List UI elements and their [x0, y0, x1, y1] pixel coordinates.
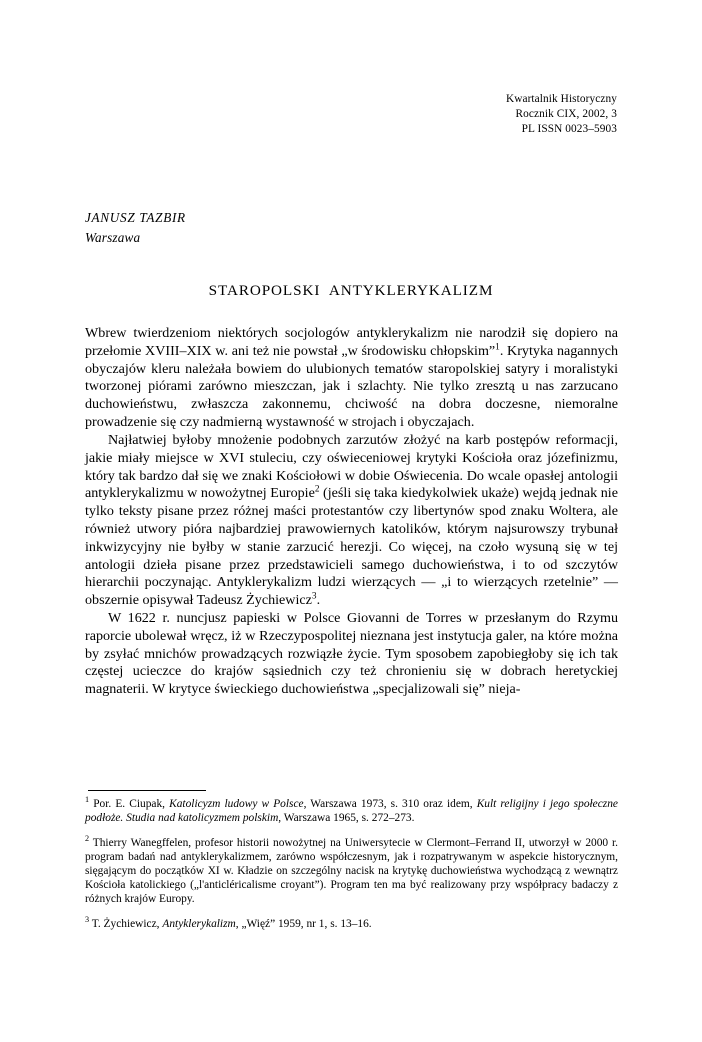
paragraph-1-text-a: Wbrew twierdzeniom niektórych socjologów antyklerykalizm nie narodził się dopiero na przełomie XVIII–XIX w. ani też nie powstał „w środowisku chłopskim”	[85, 325, 618, 359]
footnote-1	[85, 797, 618, 825]
paragraph-2-text-b: (jeśli się taka kiedykolwiek ukaże) wejdą jednak nie tylko teksty pisane przez różnej maści protestantów czy libertynów spod znaku Woltera, ale również utwory pióra najbardziej prawowiernych katolików, którym najsurowszy trybunał inkwizycyjny nie byłby w stanie zarzucić herezji. Co więcej, na czoło wysuną się w tej antologii dzieła pisane przez przedstawicieli samego duchowieństwa, i to od szczytów hierarchii poczynając. Antyklerykalizm ludzi wierzących — „i to wierzących rzetelnie” — obszernie opisywał Tadeusz Żychiewicz	[85, 485, 618, 609]
body-paragraph-3	[85, 610, 618, 699]
footnote-1-title-a: Katolicyzm ludowy w Polsce	[169, 798, 304, 810]
journal-title: Kwartalnik Historyczny	[505, 93, 617, 105]
page-title: STAROPOLSKI ANTYKLERYKALIZM	[208, 282, 494, 299]
footnote-1-text-c: , Warszawa 1965, s. 272–273.	[278, 812, 415, 824]
body-paragraph-1	[85, 325, 618, 432]
footnote-3-title: Antyklerykalizm	[162, 918, 236, 930]
journal-issn: PL ISSN 0023–5903	[521, 123, 617, 136]
author-block	[85, 208, 186, 248]
footnote-3	[85, 917, 618, 931]
journal-volume: Rocznik CIX, 2002, 3	[515, 108, 617, 121]
footnote-3-text-a: T. Żychiewicz,	[89, 918, 163, 930]
footnote-2-text: Thierry Wanegffelen, profesor historii nowożytnej na Uniwersytecie w Clermont–Ferrand II, utworzył w 2000 r. program badań nad antyklerykalizmem, zarówno współczesnym, jak i rozpatrywanym w aspekcie historycznym, sięgającym do początków XI w. Kładzie on szczególny nacisk na krytykę duchowieństwa wychodzącą z wewnątrz Kościoła katolickiego („l'anticléricalisme croyant”). Program ten ma być realizowany przy współpracy badaczy z różnych krajów Europy.	[85, 837, 618, 905]
footnote-marker-2[interactable]: 2	[314, 484, 320, 495]
body-paragraph-2	[85, 432, 618, 610]
article-body	[85, 325, 618, 699]
footnote-1-text-a: Por. E. Ciupak,	[89, 798, 170, 810]
footnote-marker-3[interactable]: 3	[311, 591, 317, 602]
author-city: Warszawa	[85, 230, 141, 245]
paragraph-3-text: W 1622 r. nuncjusz papieski w Polsce Giovanni de Torres w przesłanym do Rzymu raporcie ubolewał wręcz, iż w Rzeczypospolitej nieznana jest instytucja galer, na które można by zsyłać mnichów prowadzących rozwiązłe życie. Tym sposobem zapobiegłoby się ich tak częstej ucieczce do krajów sąsiednich czy też chronieniu się w dobrach heretyckiej magnaterii. W krytyce świeckiego duchowieństwa „specjalizowali się” nieja-	[85, 610, 618, 698]
paragraph-2-text-a: Najłatwiej byłoby mnożenie podobnych zarzutów złożyć na karb postępów reformacji, jakie miały miejsce w XVI stuleciu, czy oświeceniowej krytyki Kościoła oraz józefinizmu, który tak bardzo dał się we znaki Kościołowi w dobie Oświecenia. Do wcale opasłej antologii antyklerykalizmu w nowożytnej Europie	[85, 431, 618, 502]
footnote-1-number: 1	[85, 795, 90, 805]
journal-header	[506, 92, 617, 138]
footnote-2	[85, 836, 618, 906]
footnote-marker-1[interactable]: 1	[495, 342, 500, 353]
footnote-1-title-b: Kult religijny i jego społeczne podłoże. Studia nad katolicyzmem polskim	[85, 798, 618, 824]
author-name: JANUSZ TAZBIR	[85, 210, 186, 225]
footnotes-section	[85, 790, 618, 931]
footnote-2-number: 2	[85, 834, 90, 844]
footnote-separator-rule	[88, 790, 206, 791]
footnote-1-text-b: , Warszawa 1973, s. 310 oraz idem,	[303, 798, 477, 810]
footnote-3-text-b: , „Więź” 1959, nr 1, s. 13–16.	[235, 918, 372, 930]
paragraph-2-text-c: .	[316, 592, 321, 609]
paragraph-1-text-b: . Krytyka nagannych obyczajów kleru należała bowiem do ulubionych tematów staropolskiej satyry i moralistyki tworzonej piórami zarówno mieszczan, jak i szlachty. Nie tylko zresztą u nas zarzucano duchowieństwu, zwłaszcza zakonnemu, chciwość na dobra doczesne, niemoralne prowadzenie się czy nadmierną wystawność w strojach i obyczajach.	[85, 342, 619, 431]
footnote-3-number: 3	[85, 915, 90, 925]
